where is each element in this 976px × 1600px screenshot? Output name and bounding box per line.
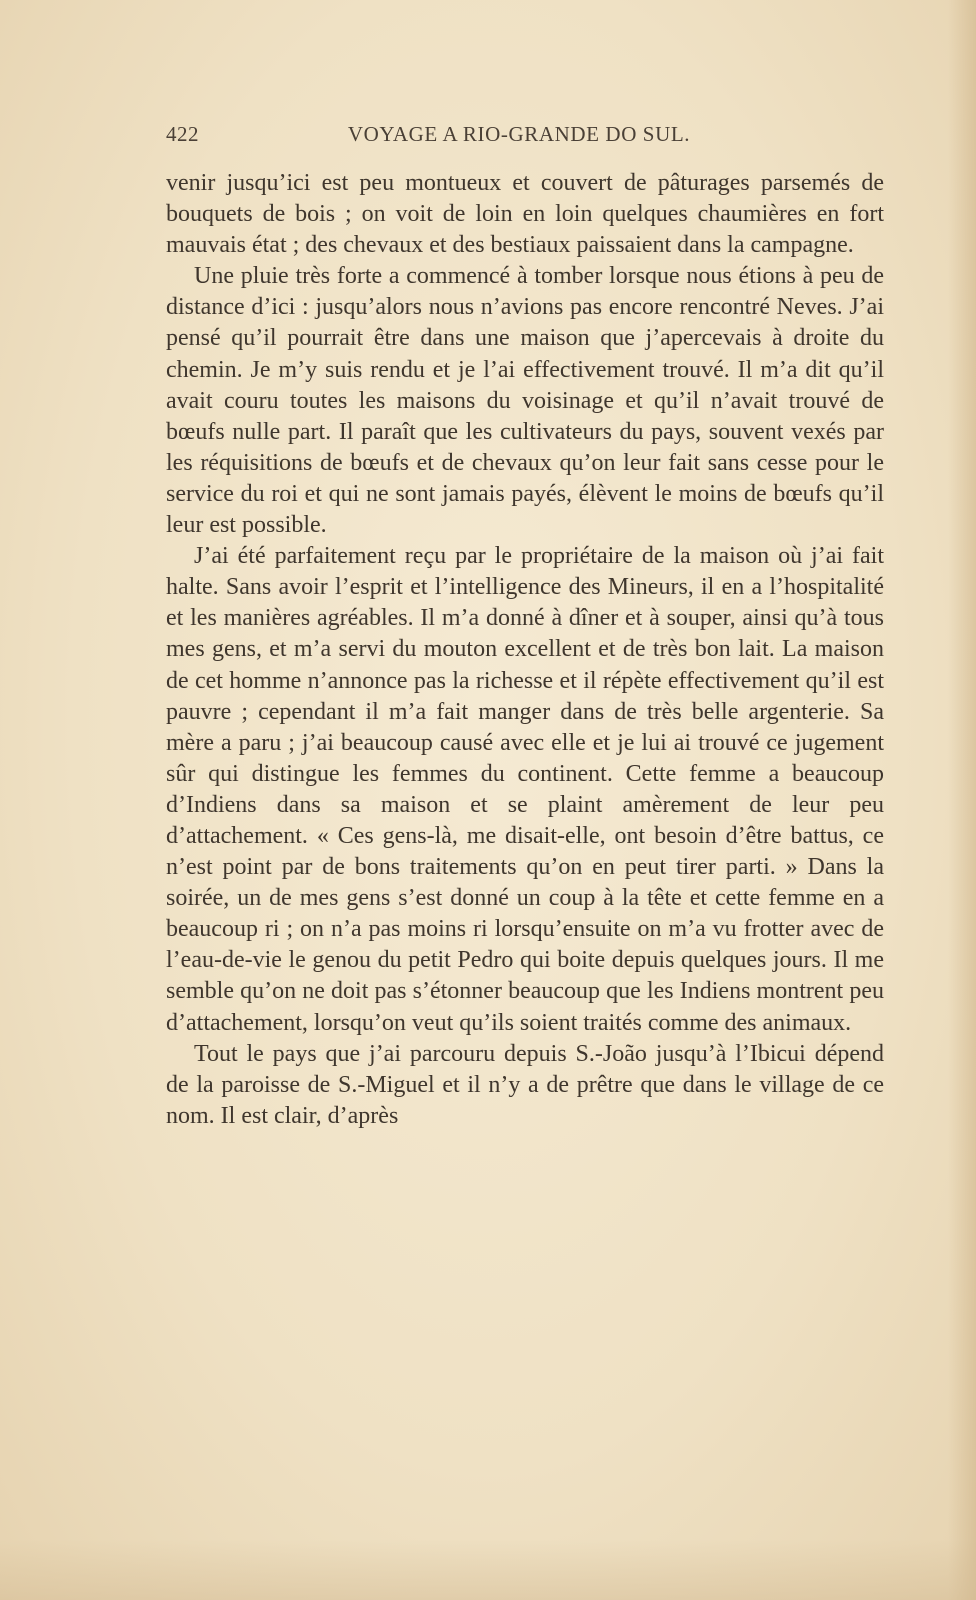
body-text [166,168,884,1132]
page-number: 422 [166,122,199,146]
paragraph-2: Une pluie très forte a commencé à tomber lorsque nous étions à peu de distance d’ici : jusqu’alors nous n’avions pas encore rencontré Neves. J’ai pensé qu’il pourrait être dans une maison que j’apercevais à droite du chemin. Je m’y suis rendu et je l’ai effectivement trouvé. Il m’a dit qu’il avait couru toutes les maisons du voisinage et qu’il n’avait trouvé de bœufs nulle part. Il paraît que les cultivateurs du pays, souvent vexés par les réquisitions de bœufs et de chevaux qu’on leur fait sans cesse pour le service du roi et qui ne sont jamais payés, élèvent le moins de bœufs qu’il leur est possible. [166,263,884,539]
paragraph-3: J’ai été parfaitement reçu par le propriétaire de la maison où j’ai fait halte. Sans avoir l’esprit et l’intelligence des Mineurs, il en a l’hospitalité et les manières agréables. Il m’a donné à dîner et à souper, ainsi qu’à tous mes gens, et m’a servi du mouton excellent et de très bon lait. La maison de cet homme n’annonce pas la richesse et il répète effectivement qu’il est pauvre ; cependant il m’a fait manger dans de très belle argenterie. Sa mère a paru ; j’ai beaucoup causé avec elle et je lui ai trouvé ce jugement sûr qui distingue les femmes du continent. Cette femme a beaucoup d’Indiens dans sa maison et se plaint amèrement de leur peu d’attachement. « Ces gens-là, me disait-elle, ont besoin d’être battus, ce n’est point par de bons traitements qu’on en peut tirer parti. » Dans la soirée, un de mes gens s’est donné un coup à la tête et cette femme en a beaucoup ri ; on n’a pas moins ri lorsqu’ensuite on m’a vu frotter avec de l’eau-de-vie le genou du petit Pedro qui boite depuis quelques jours. Il me semble qu’on ne doit pas s’étonner beaucoup que les Indiens montrent peu d’attachement, lorsqu’on veut qu’ils soient traités comme des animaux. [166,543,884,1036]
page-bottom-shadow [0,1540,976,1600]
page-header [166,118,872,148]
page-edge-shadow [948,0,976,1600]
running-title: VOYAGE A RIO-GRANDE DO SUL. [347,122,691,146]
paragraph-1: venir jusqu’ici est peu montueux et couvert de pâturages parsemés de bouquets de bois ; on voit de loin en loin quelques chaumières en fort mauvais état ; des chevaux et des bestiaux paissaient dans la campagne. [166,170,884,259]
paragraph-4: Tout le pays que j’ai parcouru depuis S.-João jusqu’à l’Ibicui dépend de la paroisse de S.-Miguel et il n’y a de prêtre que dans le village de ce nom. Il est clair, d’après [166,1040,884,1129]
